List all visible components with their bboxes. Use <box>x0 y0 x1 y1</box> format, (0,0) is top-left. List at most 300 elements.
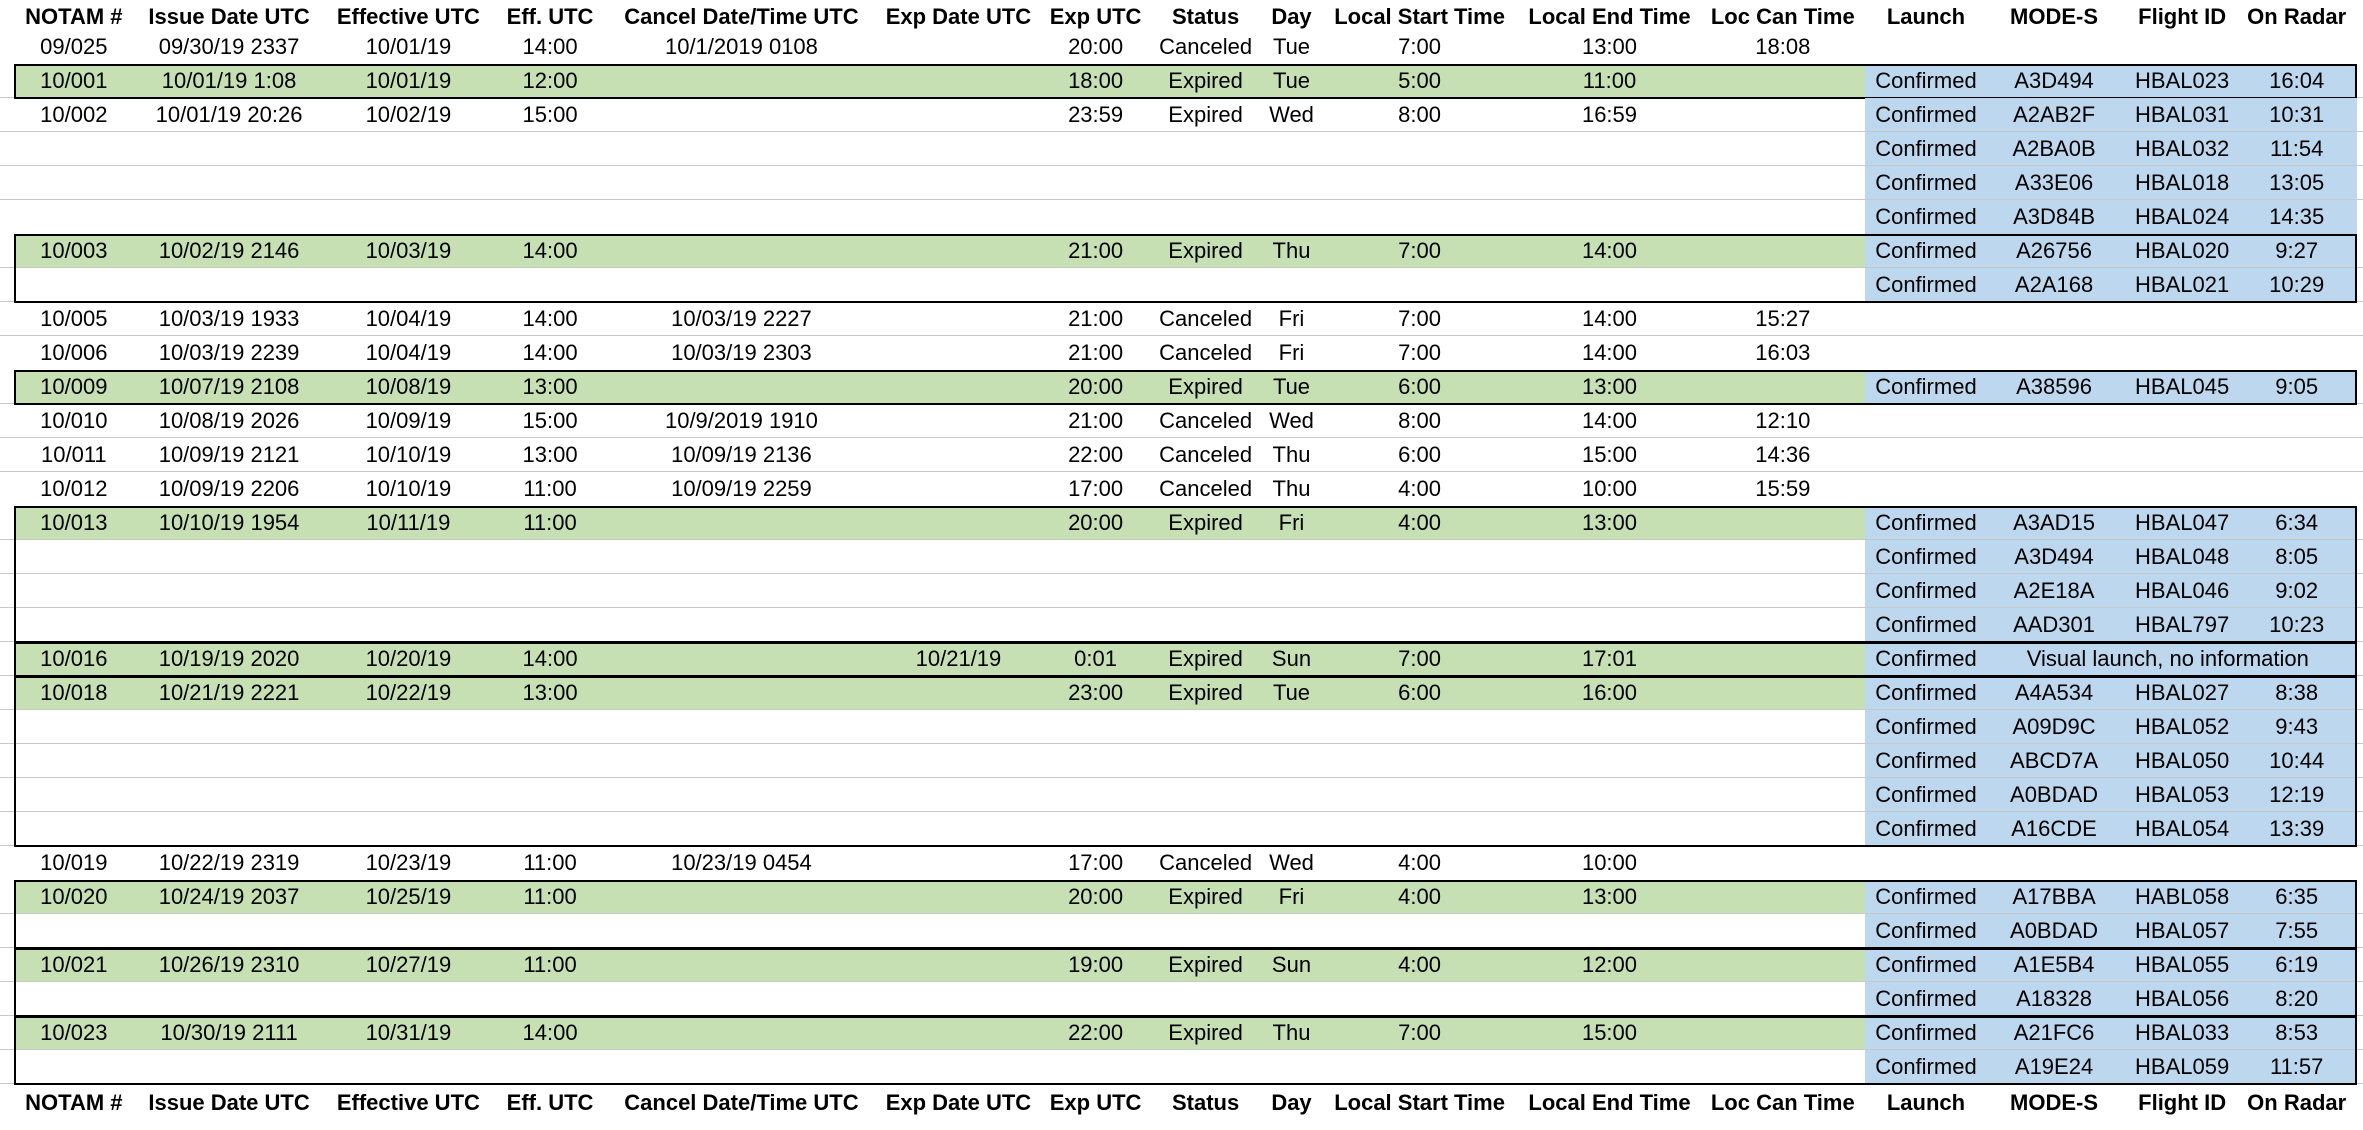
cell-eff-utc: 13:00 <box>522 442 578 467</box>
cell-loc-start: 7:00 <box>1398 340 1441 365</box>
cell-cancel: 10/09/19 2136 <box>671 442 812 467</box>
cell-launch: Confirmed <box>1875 816 1977 841</box>
cell-cancel: 10/03/19 2303 <box>671 340 812 365</box>
cell-loc-end: 13:00 <box>1581 374 1638 399</box>
cell-radar: 9:43 <box>2275 714 2319 739</box>
cell-exp-utc: 20:00 <box>1068 884 1124 909</box>
cell-exp-date <box>868 914 1049 948</box>
cell-eff-utc: 12:00 <box>522 68 578 93</box>
cell-modes: A2AB2F <box>2013 102 2096 127</box>
cell-exp-utc: 20:00 <box>1068 510 1124 535</box>
cell-launch: Confirmed <box>1875 986 1977 1011</box>
header-launch: Launch <box>1886 4 1966 29</box>
cell-notam: 10/021 <box>40 952 108 977</box>
table-row <box>0 404 2363 438</box>
cell-day: Tue <box>1272 68 1311 93</box>
cell-notam: 10/002 <box>40 102 108 127</box>
table-row <box>0 948 2363 982</box>
table-row <box>0 200 2363 234</box>
table-row <box>0 64 2363 98</box>
cell-notam: 10/010 <box>40 408 108 433</box>
cell-loc-start <box>1322 778 1518 812</box>
cell-cancel <box>576 608 908 642</box>
cell-launch: Confirmed <box>1875 136 1977 161</box>
cell-day: Fri <box>1278 306 1305 331</box>
cell-flight <box>2107 846 2258 880</box>
cell-loc-end: 13:00 <box>1581 34 1638 59</box>
cell-loc-end: 12:00 <box>1581 952 1638 977</box>
cell-radar <box>2236 472 2357 506</box>
cell-loc-start: 7:00 <box>1398 1020 1441 1045</box>
cell-cancel <box>576 132 908 166</box>
cell-radar: 8:38 <box>2275 680 2319 705</box>
cell-exp-date <box>868 710 1049 744</box>
cell-status: Expired <box>1168 1020 1243 1045</box>
header-flight: Flight ID <box>2138 4 2227 29</box>
cell-status: Expired <box>1168 238 1243 263</box>
cell-day: Tue <box>1272 374 1311 399</box>
table-row <box>0 166 2363 200</box>
cell-modes: A16CDE <box>2011 816 2097 841</box>
cell-cancel <box>576 1016 908 1050</box>
cell-status: Expired <box>1168 68 1243 93</box>
cell-modes: A1E5B4 <box>2013 952 2095 977</box>
cell-flight: HBAL033 <box>2135 1020 2230 1045</box>
cell-status: Canceled <box>1159 476 1253 501</box>
cell-loc-can: 15:59 <box>1755 476 1811 501</box>
cell-cancel <box>576 778 908 812</box>
header-issue: Issue Date UTC <box>148 1090 310 1115</box>
cell-cancel <box>576 574 908 608</box>
cell-issue: 10/09/19 2206 <box>158 476 300 501</box>
cell-status: Expired <box>1168 374 1243 399</box>
header-notam: NOTAM # <box>25 4 123 29</box>
cell-modes: A18328 <box>2016 986 2092 1011</box>
cell-loc-end: 13:00 <box>1581 510 1638 535</box>
cell-flight <box>2107 404 2258 438</box>
cell-status: Canceled <box>1159 850 1253 875</box>
cell-day: Thu <box>1272 476 1311 501</box>
cell-loc-start: 8:00 <box>1398 102 1441 127</box>
cell-launch: Confirmed <box>1875 238 1977 263</box>
table-row <box>0 540 2363 574</box>
cell-flight <box>2107 30 2258 64</box>
cell-day: Wed <box>1269 850 1314 875</box>
header-exp-date: Exp Date UTC <box>885 4 1032 29</box>
cell-issue: 10/02/19 2146 <box>158 238 300 263</box>
cell-cancel <box>576 642 908 676</box>
cell-day: Fri <box>1278 340 1305 365</box>
table-row <box>0 778 2363 812</box>
cell-cancel <box>576 812 908 846</box>
cell-eff-utc: 13:00 <box>522 680 578 705</box>
cell-issue: 10/01/19 20:26 <box>155 102 303 127</box>
cell-notam: 10/012 <box>40 476 108 501</box>
cell-notam: 09/025 <box>40 34 108 59</box>
cell-eff-date: 10/25/19 <box>365 884 452 909</box>
cell-status: Expired <box>1168 102 1243 127</box>
cell-eff-date: 10/20/19 <box>365 646 452 671</box>
cell-issue: 10/30/19 2111 <box>160 1020 298 1045</box>
cell-cancel <box>576 1050 908 1084</box>
header-loc-end: Local End Time <box>1528 4 1691 29</box>
cell-loc-end: 14:00 <box>1581 306 1638 331</box>
cell-notam: 10/009 <box>40 374 108 399</box>
cell-cancel <box>576 200 908 234</box>
table-row <box>0 1016 2363 1050</box>
cell-loc-start: 4:00 <box>1398 952 1441 977</box>
cell-loc-end <box>1512 268 1708 302</box>
cell-launch: Confirmed <box>1875 102 1977 127</box>
cell-launch: Confirmed <box>1875 884 1977 909</box>
cell-day: Wed <box>1269 102 1314 127</box>
cell-issue: 10/03/19 2239 <box>158 340 300 365</box>
cell-exp-date <box>868 268 1049 302</box>
header-radar: On Radar <box>2247 4 2347 29</box>
cell-status: Expired <box>1168 952 1243 977</box>
cell-loc-start: 4:00 <box>1398 476 1441 501</box>
cell-cancel <box>576 64 908 98</box>
cell-status: Canceled <box>1159 408 1253 433</box>
cell-exp-utc: 19:00 <box>1068 952 1124 977</box>
cell-modes: A2A168 <box>2014 272 2094 297</box>
cell-eff-date: 10/03/19 <box>365 238 452 263</box>
cell-radar: 10:31 <box>2269 102 2325 127</box>
cell-launch: Confirmed <box>1875 646 1977 671</box>
cell-launch: Confirmed <box>1875 68 1977 93</box>
header-notam: NOTAM # <box>25 1090 123 1115</box>
cell-loc-end: 16:59 <box>1581 102 1638 127</box>
cell-exp-utc: 22:00 <box>1068 442 1124 467</box>
cell-loc-end <box>1512 540 1708 574</box>
cell-flight: HBAL045 <box>2135 374 2230 399</box>
cell-launch: Confirmed <box>1875 1054 1977 1079</box>
cell-flight: HBAL032 <box>2135 136 2230 161</box>
cell-flight: HBAL018 <box>2135 170 2230 195</box>
cell-cancel <box>576 234 908 268</box>
cell-day: Wed <box>1269 408 1314 433</box>
cell-launch: Confirmed <box>1875 1020 1977 1045</box>
header-issue: Issue Date UTC <box>148 4 310 29</box>
cell-status: Expired <box>1168 680 1243 705</box>
cell-launch: Confirmed <box>1875 748 1977 773</box>
cell-flight: HBAL021 <box>2135 272 2230 297</box>
table-row <box>0 880 2363 914</box>
cell-modes: ABCD7A <box>2010 748 2099 773</box>
cell-notam: 10/020 <box>40 884 108 909</box>
cell-eff-date: 10/10/19 <box>365 476 452 501</box>
cell-exp-date <box>868 64 1049 98</box>
cell-status: Expired <box>1168 510 1243 535</box>
cell-notam: 10/011 <box>41 442 107 467</box>
cell-modes: A38596 <box>2016 374 2092 399</box>
cell-cancel: 10/03/19 2227 <box>671 306 812 331</box>
cell-cancel <box>576 710 908 744</box>
cell-notam: 10/013 <box>40 510 108 535</box>
cell-loc-start <box>1322 710 1518 744</box>
cell-modes: AAD301 <box>2013 612 2096 637</box>
cell-loc-start: 6:00 <box>1398 442 1441 467</box>
cell-issue: 10/21/19 2221 <box>158 680 300 705</box>
table-row <box>0 846 2363 880</box>
cell-loc-start: 6:00 <box>1398 374 1441 399</box>
cell-cancel <box>576 880 908 914</box>
cell-modes: A2BA0B <box>2012 136 2096 161</box>
cell-issue: 10/03/19 1933 <box>158 306 300 331</box>
cell-loc-end <box>1512 778 1708 812</box>
cell-loc-can: 16:03 <box>1755 340 1811 365</box>
cell-loc-start: 4:00 <box>1398 884 1441 909</box>
cell-loc-start: 4:00 <box>1398 850 1441 875</box>
cell-loc-can: 12:10 <box>1755 408 1811 433</box>
cell-loc-start: 7:00 <box>1398 646 1441 671</box>
cell-day: Tue <box>1272 680 1311 705</box>
cell-loc-end <box>1512 132 1708 166</box>
cell-eff-date: 10/01/19 <box>365 34 452 59</box>
cell-flight: HBAL797 <box>2135 612 2230 637</box>
header-eff-utc: Eff. UTC <box>506 4 594 29</box>
cell-radar: 10:44 <box>2269 748 2325 773</box>
cell-status: Canceled <box>1159 442 1253 467</box>
cell-day: Thu <box>1272 238 1311 263</box>
cell-eff-date: 10/04/19 <box>365 340 452 365</box>
cell-day: Sun <box>1271 952 1312 977</box>
cell-eff-date: 10/31/19 <box>365 1020 452 1045</box>
cell-notam: 10/005 <box>40 306 108 331</box>
cell-issue: 10/08/19 2026 <box>158 408 300 433</box>
cell-notam: 10/023 <box>40 1020 108 1045</box>
cell-issue: 10/07/19 2108 <box>158 374 300 399</box>
cell-eff-utc: 15:00 <box>522 102 578 127</box>
table-row <box>0 914 2363 948</box>
cell-day: Fri <box>1278 884 1305 909</box>
table-row <box>0 812 2363 846</box>
cell-issue: 10/09/19 2121 <box>158 442 300 467</box>
cell-issue: 10/26/19 2310 <box>158 952 300 977</box>
cell-cancel <box>576 166 908 200</box>
cell-cancel <box>576 948 908 982</box>
table-row <box>0 98 2363 132</box>
cell-loc-start: 6:00 <box>1398 680 1441 705</box>
cell-flight: HBAL053 <box>2135 782 2230 807</box>
cell-exp-utc: 22:00 <box>1068 1020 1124 1045</box>
cell-radar: 9:02 <box>2275 578 2319 603</box>
table-row <box>0 642 2363 676</box>
cell-launch-note: Visual launch, no information <box>2026 646 2309 671</box>
cell-radar <box>2236 302 2357 336</box>
cell-cancel <box>576 982 908 1016</box>
cell-exp-date <box>868 336 1049 370</box>
cell-eff-utc: 14:00 <box>522 340 578 365</box>
cell-modes: A4A534 <box>2014 680 2094 705</box>
header-status: Status <box>1171 4 1240 29</box>
cell-exp-date <box>868 438 1049 472</box>
cell-eff-date: 10/27/19 <box>365 952 452 977</box>
cell-loc-end <box>1512 982 1708 1016</box>
cell-loc-start <box>1322 812 1518 846</box>
cell-exp-utc: 21:00 <box>1068 408 1124 433</box>
cell-loc-end: 10:00 <box>1581 476 1638 501</box>
cell-exp-date <box>868 404 1049 438</box>
table-row <box>0 370 2363 404</box>
cell-eff-utc: 13:00 <box>522 374 578 399</box>
cell-loc-end: 14:00 <box>1581 408 1638 433</box>
cell-loc-end <box>1512 1050 1708 1084</box>
cell-modes: A09D9C <box>2012 714 2096 739</box>
cell-exp-date <box>868 1016 1049 1050</box>
cell-exp-date <box>868 744 1049 778</box>
cell-radar <box>2236 846 2357 880</box>
header-loc-end: Local End Time <box>1528 1090 1691 1115</box>
cell-eff-utc: 14:00 <box>522 306 578 331</box>
cell-cancel <box>576 540 908 574</box>
table-row <box>0 336 2363 370</box>
cell-loc-start <box>1322 608 1518 642</box>
cell-flight: HBAL048 <box>2135 544 2230 569</box>
cell-modes: A3D494 <box>2014 68 2094 93</box>
cell-flight: HBAL047 <box>2135 510 2230 535</box>
table-row <box>0 472 2363 506</box>
table-row <box>0 506 2363 540</box>
cell-flight: HBAL057 <box>2135 918 2230 943</box>
cell-loc-end: 15:00 <box>1581 1020 1638 1045</box>
cell-loc-start: 7:00 <box>1398 34 1441 59</box>
cell-flight <box>2107 302 2258 336</box>
cell-cancel <box>576 506 908 540</box>
cell-modes: A0BDAD <box>2010 918 2099 943</box>
cell-radar: 16:04 <box>2269 68 2325 93</box>
cell-issue: 10/24/19 2037 <box>158 884 300 909</box>
cell-loc-end: 16:00 <box>1581 680 1638 705</box>
cell-launch: Confirmed <box>1875 510 1977 535</box>
header-status: Status <box>1171 1090 1240 1115</box>
cell-status: Expired <box>1168 884 1243 909</box>
cell-flight: HBAL020 <box>2135 238 2230 263</box>
cell-launch: Confirmed <box>1875 170 1977 195</box>
cell-eff-utc: 14:00 <box>522 646 578 671</box>
cell-exp-date <box>868 540 1049 574</box>
cell-loc-start <box>1322 132 1518 166</box>
cell-exp-date <box>868 880 1049 914</box>
cell-day: Thu <box>1272 1020 1311 1045</box>
cell-launch: Confirmed <box>1875 612 1977 637</box>
cell-radar: 13:39 <box>2269 816 2325 841</box>
cell-radar: 13:05 <box>2269 170 2325 195</box>
cell-day: Sun <box>1271 646 1312 671</box>
cell-cancel <box>576 676 908 710</box>
cell-loc-end: 15:00 <box>1581 442 1638 467</box>
cell-exp-date <box>868 778 1049 812</box>
table-row <box>0 438 2363 472</box>
header-eff-utc: Eff. UTC <box>506 1090 594 1115</box>
cell-radar: 6:35 <box>2275 884 2319 909</box>
cell-flight: HABL058 <box>2135 884 2230 909</box>
cell-launch: Confirmed <box>1875 204 1977 229</box>
cell-loc-start <box>1322 574 1518 608</box>
cell-flight <box>2107 336 2258 370</box>
cell-issue: 09/30/19 2337 <box>158 34 300 59</box>
table-row <box>0 982 2363 1016</box>
cell-flight: HBAL023 <box>2135 68 2230 93</box>
cell-flight <box>2107 438 2258 472</box>
cell-launch: Confirmed <box>1875 952 1977 977</box>
cell-exp-utc: 0:01 <box>1074 646 1117 671</box>
header-cancel: Cancel Date/Time UTC <box>624 4 859 29</box>
cell-radar: 8:05 <box>2275 544 2319 569</box>
cell-day: Tue <box>1272 34 1311 59</box>
cell-loc-end: 14:00 <box>1581 238 1638 263</box>
cell-modes: A3D494 <box>2014 544 2094 569</box>
cell-cancel <box>576 268 908 302</box>
header-flight: Flight ID <box>2138 1090 2227 1115</box>
header-loc-start: Local Start Time <box>1334 4 1505 29</box>
header-row-bottom <box>0 1086 2363 1120</box>
cell-cancel: 10/09/19 2259 <box>671 476 812 501</box>
cell-exp-utc: 17:00 <box>1068 476 1124 501</box>
cell-exp-utc: 21:00 <box>1068 306 1124 331</box>
cell-radar: 8:20 <box>2275 986 2319 1011</box>
cell-launch: Confirmed <box>1875 578 1977 603</box>
cell-loc-can: 15:27 <box>1755 306 1811 331</box>
cell-loc-end <box>1512 914 1708 948</box>
cell-eff-utc: 11:00 <box>523 884 577 909</box>
cell-eff-utc: 14:00 <box>522 1020 578 1045</box>
cell-exp-date <box>868 166 1049 200</box>
cell-flight: HBAL027 <box>2135 680 2230 705</box>
cell-loc-start <box>1322 914 1518 948</box>
cell-cancel: 10/1/2019 0108 <box>664 34 818 59</box>
cell-loc-end: 14:00 <box>1581 340 1638 365</box>
cell-eff-date: 10/10/19 <box>365 442 452 467</box>
header-modes: MODE-S <box>2010 4 2099 29</box>
table-row <box>0 608 2363 642</box>
cell-modes: A19E24 <box>2014 1054 2094 1079</box>
cell-flight: HBAL052 <box>2135 714 2230 739</box>
cell-modes: A2E18A <box>2013 578 2095 603</box>
cell-status: Canceled <box>1159 306 1253 331</box>
cell-flight: HBAL054 <box>2135 816 2230 841</box>
cell-radar: 9:27 <box>2275 238 2319 263</box>
cell-modes: A26756 <box>2016 238 2092 263</box>
cell-status: Canceled <box>1159 34 1253 59</box>
cell-radar: 12:19 <box>2269 782 2325 807</box>
cell-flight: HBAL056 <box>2135 986 2230 1011</box>
cell-eff-date: 10/01/19 <box>365 68 452 93</box>
cell-loc-end: 11:00 <box>1582 68 1637 93</box>
header-row-top <box>0 0 2363 34</box>
cell-exp-utc: 23:00 <box>1068 680 1124 705</box>
cell-radar: 6:19 <box>2275 952 2319 977</box>
header-day: Day <box>1271 1090 1312 1115</box>
cell-eff-utc: 14:00 <box>522 34 578 59</box>
cell-radar: 11:54 <box>2269 136 2324 161</box>
cell-loc-start <box>1322 200 1518 234</box>
cell-loc-end <box>1512 812 1708 846</box>
cell-loc-end: 10:00 <box>1581 850 1638 875</box>
cell-exp-date: 10/21/19 <box>915 646 1002 671</box>
cell-radar: 9:05 <box>2275 374 2319 399</box>
cell-exp-date <box>868 608 1049 642</box>
cell-loc-start: 7:00 <box>1398 238 1441 263</box>
cell-loc-can: 18:08 <box>1755 34 1811 59</box>
header-exp-utc: Exp UTC <box>1049 1090 1142 1115</box>
cell-notam: 10/006 <box>40 340 108 365</box>
cell-eff-date: 10/04/19 <box>365 306 452 331</box>
cell-eff-utc: 11:00 <box>523 952 577 977</box>
header-cancel: Cancel Date/Time UTC <box>624 1090 859 1115</box>
cell-exp-date <box>868 948 1049 982</box>
cell-loc-end <box>1512 710 1708 744</box>
